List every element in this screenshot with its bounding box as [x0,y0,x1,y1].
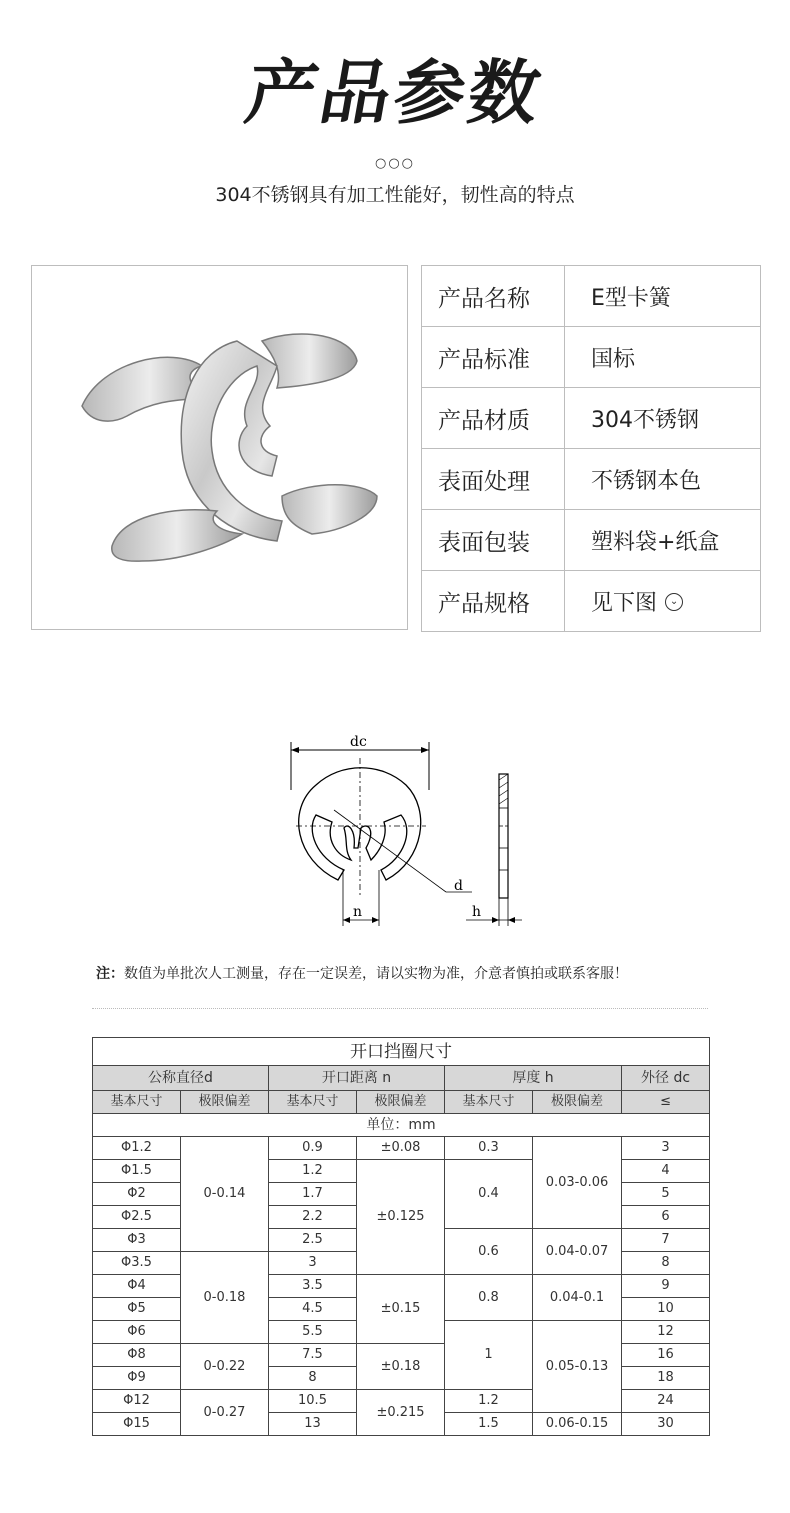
size-table [92,1037,710,1436]
cell-d: Φ5 [93,1298,181,1321]
product-photo [31,265,408,630]
cell-dc: 16 [622,1344,710,1367]
cell-dc: 8 [622,1252,710,1275]
cell-n: 5.5 [269,1321,357,1344]
spec-value: 不锈钢本色 [565,449,761,510]
cell-n: 8 [269,1367,357,1390]
group-header: 开口距离 n [269,1066,445,1091]
table-title: 开口挡圈尺寸 [93,1038,710,1066]
cell-n: 2.5 [269,1229,357,1252]
measurement-note [96,963,628,983]
cell-d-tol: 0-0.14 [181,1137,269,1252]
group-header: 公称直径d [93,1066,269,1091]
sub-header: 极限偏差 [181,1091,269,1114]
cell-n-tol: ±0.18 [357,1344,445,1390]
cell-d: Φ15 [93,1413,181,1436]
unit-row: 单位：mm [93,1114,710,1137]
cell-d: Φ2.5 [93,1206,181,1229]
spec-value [565,571,761,632]
decorative-dots: ○○○ [374,156,416,171]
sub-header: 极限偏差 [533,1091,622,1114]
cell-n: 4.5 [269,1298,357,1321]
spec-value: 塑料袋+纸盒 [565,510,761,571]
cell-h-tol: 0.05-0.13 [533,1321,622,1413]
dim-n-label: n [353,904,363,920]
cell-dc: 24 [622,1390,710,1413]
cell-h: 0.3 [445,1137,533,1160]
cell-d: Φ12 [93,1390,181,1413]
cell-d-tol: 0-0.22 [181,1344,269,1390]
spec-row [422,449,761,510]
sub-header: 基本尺寸 [269,1091,357,1114]
cell-h: 0.8 [445,1275,533,1321]
cell-n-tol: ±0.215 [357,1390,445,1436]
cell-h: 1 [445,1321,533,1390]
cell-d-tol: 0-0.27 [181,1390,269,1436]
spec-row [422,510,761,571]
spec-label: 产品标准 [422,327,565,388]
cell-h: 0.4 [445,1160,533,1229]
cell-dc: 30 [622,1413,710,1436]
cell-dc: 7 [622,1229,710,1252]
dim-dc-label: dc [350,734,367,750]
cell-h-tol: 0.03-0.06 [533,1137,622,1229]
spec-value: 304不锈钢 [565,388,761,449]
e-clip-drawing [276,730,530,932]
cell-dc: 10 [622,1298,710,1321]
cell-dc: 6 [622,1206,710,1229]
spec-value: E型卡簧 [565,266,761,327]
spec-label: 产品规格 [422,571,565,632]
cell-n: 7.5 [269,1344,357,1367]
cell-n-tol: ±0.08 [357,1137,445,1160]
cell-n-tol: ±0.125 [357,1160,445,1275]
cell-d: Φ4 [93,1275,181,1298]
sub-header: 基本尺寸 [445,1091,533,1114]
spec-label: 产品材质 [422,388,565,449]
dim-h-label: h [472,904,482,920]
cell-n: 13 [269,1413,357,1436]
spec-row [422,388,761,449]
table-row [93,1137,710,1160]
cell-h: 0.6 [445,1229,533,1275]
cell-n: 1.7 [269,1183,357,1206]
cell-d: Φ8 [93,1344,181,1367]
dim-d-label: d [454,878,463,894]
cell-dc: 18 [622,1367,710,1390]
note-prefix: 注： [96,966,124,982]
cell-n: 1.2 [269,1160,357,1183]
cell-n: 2.2 [269,1206,357,1229]
page-title: 产品参数 [239,52,551,134]
spec-row [422,571,761,632]
cell-n: 10.5 [269,1390,357,1413]
sub-header: 极限偏差 [357,1091,445,1114]
cell-d: Φ1.2 [93,1137,181,1160]
spec-table [421,265,761,632]
cell-d: Φ9 [93,1367,181,1390]
cell-n: 3 [269,1252,357,1275]
cell-h: 1.2 [445,1390,533,1413]
cell-dc: 5 [622,1183,710,1206]
cell-dc: 12 [622,1321,710,1344]
spec-label: 产品名称 [422,266,565,327]
cell-h-tol: 0.04-0.1 [533,1275,622,1321]
cell-dc: 4 [622,1160,710,1183]
note-text: 数值为单批次人工测量，存在一定误差，请以实物为准，介意者慎拍或联系客服！ [124,966,628,982]
sub-header: ≤ [622,1091,710,1114]
spec-row [422,327,761,388]
group-header: 外径 dc [622,1066,710,1091]
page-subtitle: 304不锈钢具有加工性能好，韧性高的特点 [215,184,575,206]
cell-n: 0.9 [269,1137,357,1160]
cell-n: 3.5 [269,1275,357,1298]
cell-h: 1.5 [445,1413,533,1436]
spec-label: 表面处理 [422,449,565,510]
spec-label: 表面包装 [422,510,565,571]
chevron-down-circle-icon: ⌄ [665,593,683,611]
spec-row [422,266,761,327]
cell-d: Φ1.5 [93,1160,181,1183]
cell-dc: 3 [622,1137,710,1160]
cell-d: Φ6 [93,1321,181,1344]
cell-d-tol: 0-0.18 [181,1252,269,1344]
cell-h-tol: 0.04-0.07 [533,1229,622,1275]
cell-d: Φ3 [93,1229,181,1252]
cell-d: Φ2 [93,1183,181,1206]
spec-value: 国标 [565,327,761,388]
group-header: 厚度 h [445,1066,622,1091]
cell-dc: 9 [622,1275,710,1298]
dotted-divider [92,1008,708,1009]
cell-h-tol: 0.06-0.15 [533,1413,622,1436]
spec-value-text: 见下图 [591,590,658,616]
sub-header: 基本尺寸 [93,1091,181,1114]
cell-d: Φ3.5 [93,1252,181,1275]
cell-n-tol: ±0.15 [357,1275,445,1344]
